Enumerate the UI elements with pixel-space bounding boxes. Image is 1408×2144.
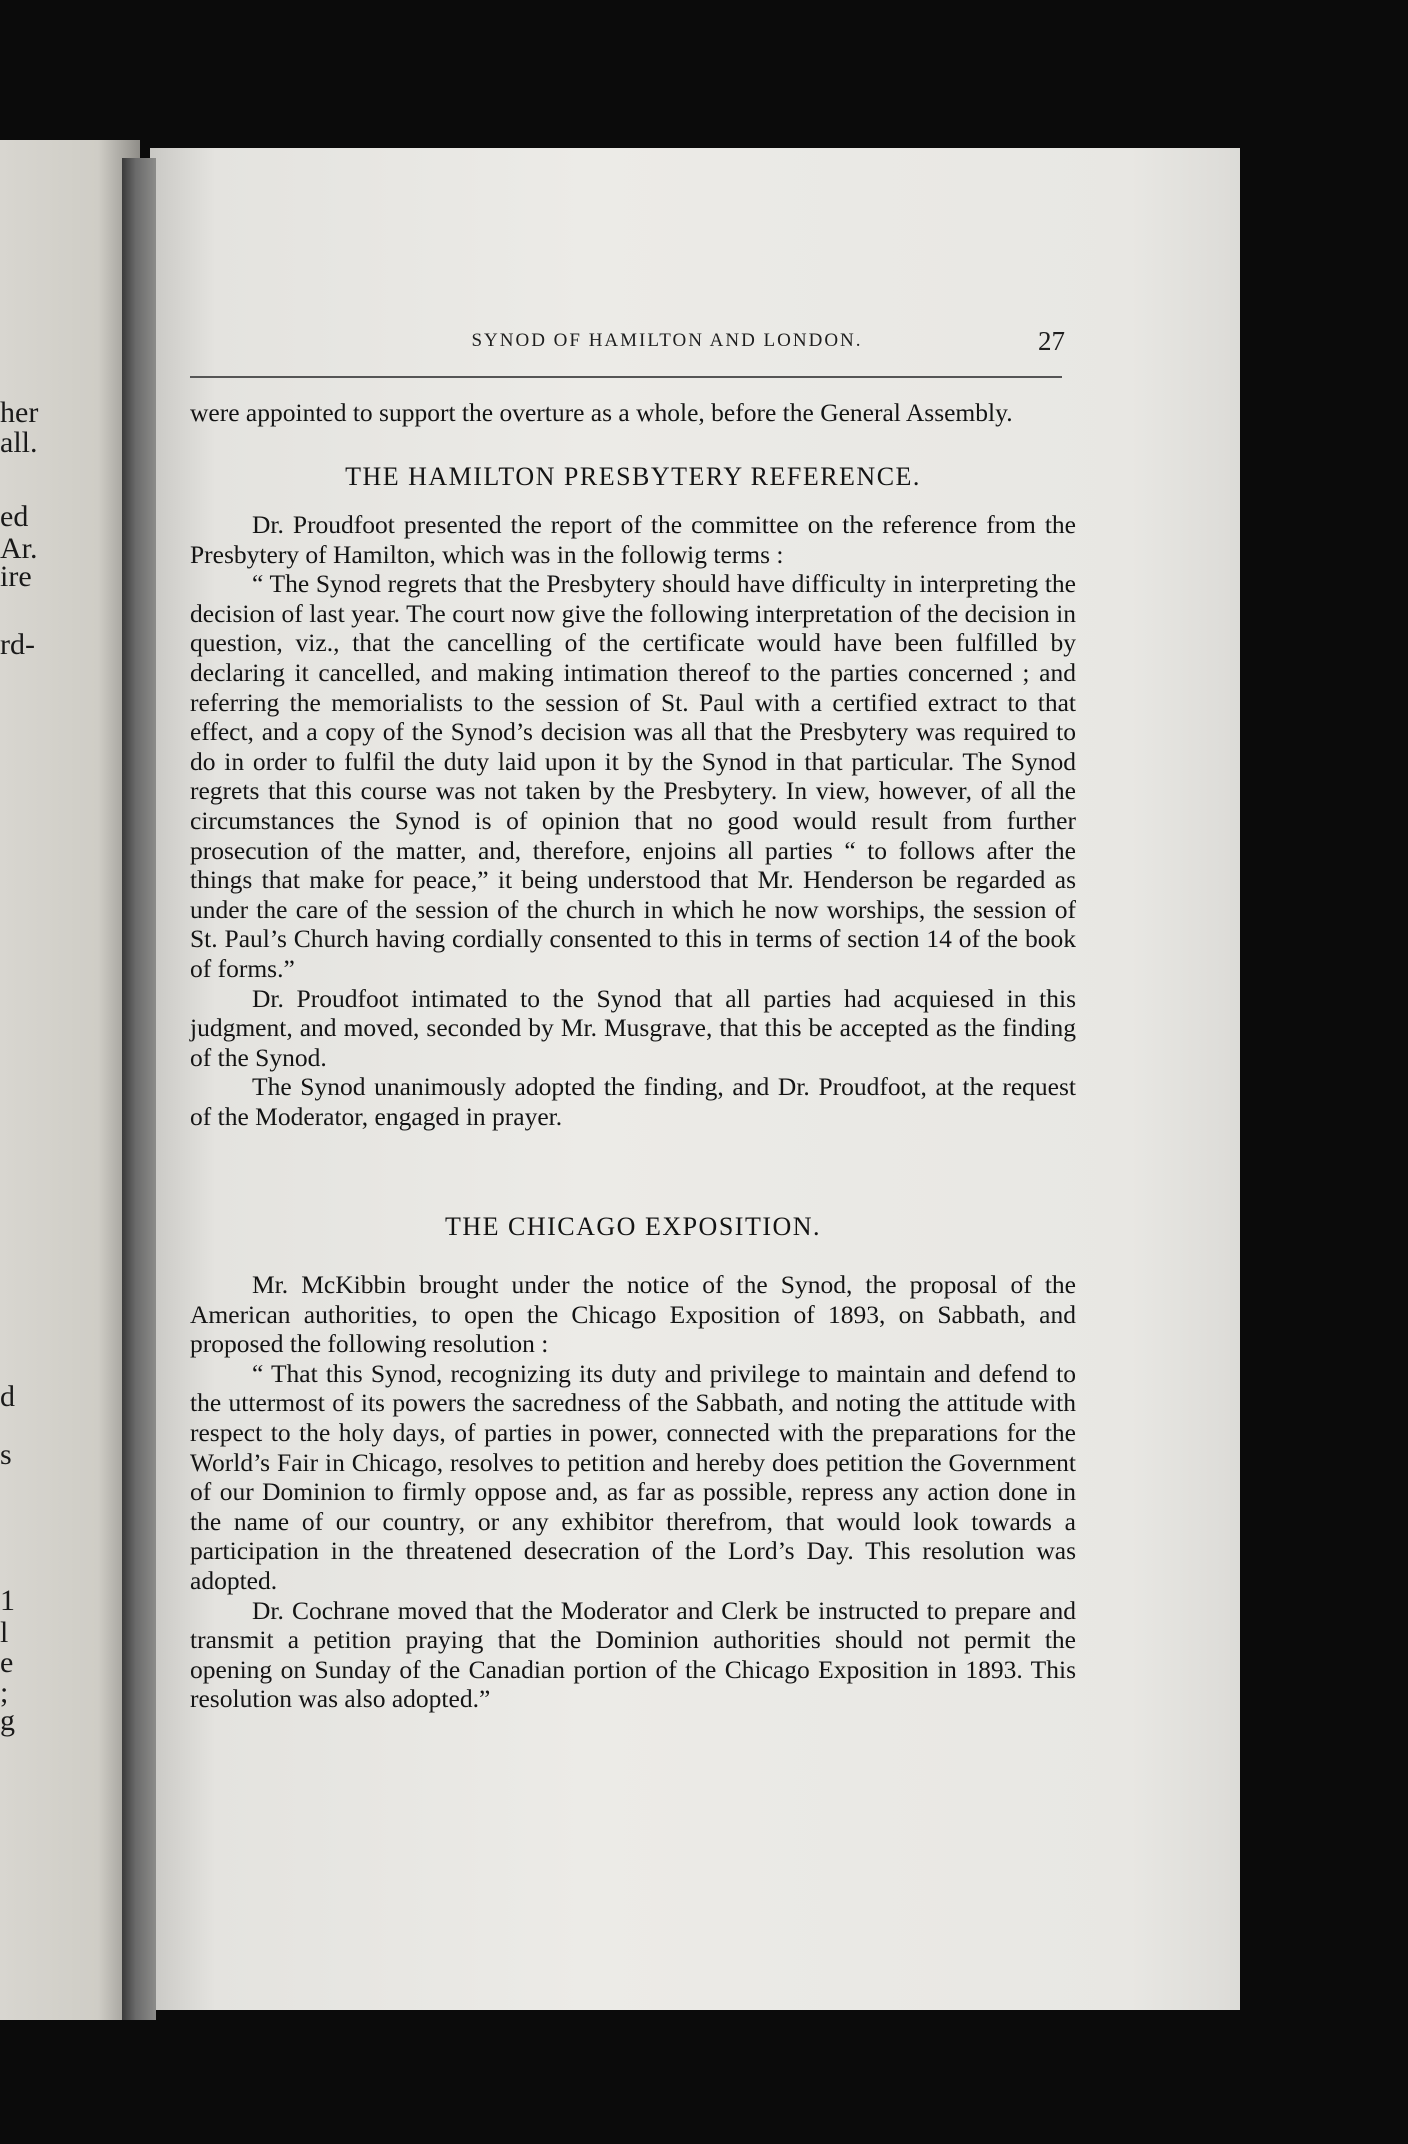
quoted-resolution: “ That this Synod, recognizing its duty and privilege to maintain and defend to the uttermost of its powers the sacredness of the Sabbath, and noting the attitude with respect to the holy days, of parties in power, connected with the preparations for the World’s Fair in Chicago, resolves to petition and hereby does petition the Government of our Dominion to firmly oppose and, as far as possible, repress any action done in the name of our country, or any exhibitor therefrom, that would look towards a participation in the threatened desecration of the Lord’s Day. This resolution was adopted. <box>190 1358 1076 1595</box>
left-page-fragment: all. <box>0 426 38 459</box>
left-page-fragment: rd- <box>0 628 35 661</box>
header-rule <box>190 376 1062 378</box>
paragraph: Dr. Cochrane moved that the Moderator and Clerk be instructed to prepare and transmit a petition praying that the Dominion authorities should not permit the opening on Sunday of the Canadian portion of the Chicago Exposition in 1893. This resolution was also adopted.” <box>190 1595 1076 1714</box>
continuation-paragraph: were appointed to support the overture as a whole, before the General Assembly. <box>190 398 1013 427</box>
continuation-text <box>190 398 1076 428</box>
left-page-fragment: 1 <box>0 1584 15 1617</box>
left-page-fragment: e <box>0 1646 14 1679</box>
hamilton-section-body <box>190 510 1076 1131</box>
paragraph: The Synod unanimously adopted the finding, and Dr. Proudfoot, at the request of the Moderator, engaged in prayer. <box>190 1072 1076 1131</box>
left-page-fragment: ire <box>0 560 32 593</box>
section-heading-chicago: THE CHICAGO EXPOSITION. <box>444 1212 822 1241</box>
paragraph: Mr. McKibbin brought under the notice of the Synod, the proposal of the American authorities, to open the Chicago Exposition of 1893, on Sabbath, and proposed the following resolution : <box>190 1270 1076 1359</box>
facing-page-edge <box>0 140 140 2020</box>
left-page-fragment: s <box>0 1438 12 1471</box>
paragraph: Dr. Proudfoot intimated to the Synod that all parties had acquiesed in this judgment, and moved, seconded by Mr. Musgrave, that this be accepted as the finding of the Synod. <box>190 983 1076 1072</box>
left-page-fragment: d <box>0 1380 15 1413</box>
left-page-fragment: ; <box>0 1676 9 1709</box>
book-spine-shadow <box>122 158 156 2020</box>
left-page-fragment: Ar. <box>0 532 38 565</box>
section-heading-hamilton: THE HAMILTON PRESBYTERY REFERENCE. <box>345 462 921 491</box>
quoted-resolution: “ The Synod regrets that the Presbytery should have difficulty in interpreting the decision of last year. The court now give the following interpretation of the decision in question, viz., that the cancelling of the certificate would have been fulfilled by declaring it cancelled, and making intimation thereof to the parties concerned ; and referring the memorialists to the session of St. Paul with a certified extract to that effect, and a copy of the Synod’s decision was all that the Presbytery was required to do in order to fulfil the duty laid upon it by the Synod in that particular. The Synod regrets that this course was not taken by the Presbytery. In view, however, of all the circumstances the Synod is of opinion that no good would result from further prosecution of the matter, and, therefore, enjoins all parties “ to follows after the things that make for peace,” it being understood that Mr. Henderson be regarded as under the care of the session of the church in which he now worships, the session of St. Paul’s Church having cordially consented to this in terms of section 14 of the book of forms.” <box>190 569 1076 983</box>
running-title: SYNOD OF HAMILTON AND LONDON. <box>471 330 863 351</box>
left-page-fragment: her <box>0 396 39 429</box>
left-page-fragment: g <box>0 1704 15 1737</box>
left-page-fragment: l <box>0 1616 9 1649</box>
page-number: 27 <box>1038 326 1065 356</box>
left-page-fragment: ed <box>0 500 29 533</box>
chicago-section-body <box>190 1270 1076 1714</box>
paragraph: Dr. Proudfoot presented the report of the committee on the reference from the Presbytery of Hamilton, which was in the followig terms : <box>190 510 1076 569</box>
